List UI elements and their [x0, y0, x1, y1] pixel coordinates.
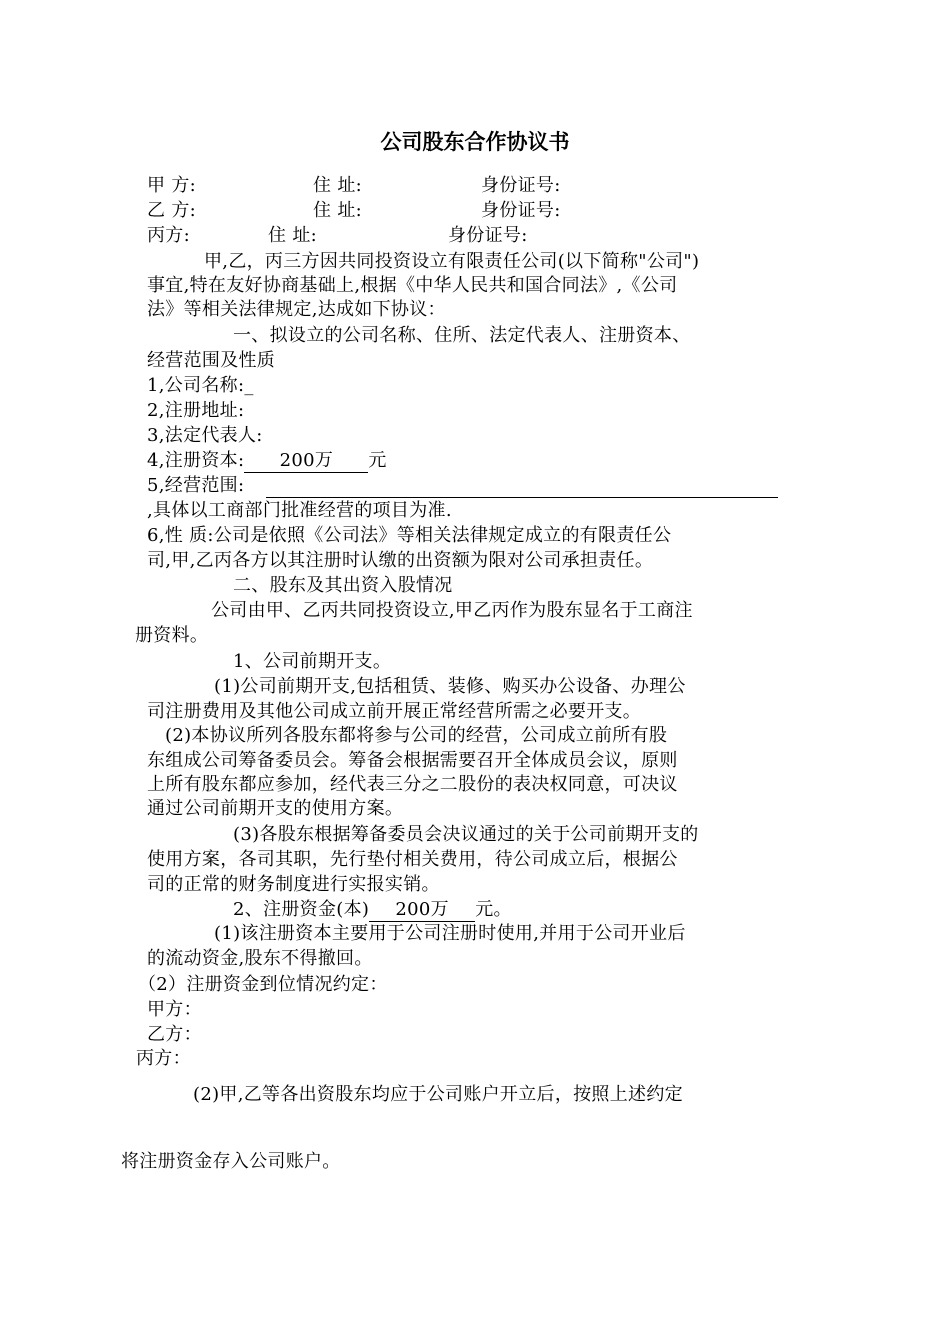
clause-3-line-3: 司的正常的财务制度进行实报实销。: [147, 874, 440, 895]
registered-funds-unit: 元。: [475, 899, 512, 920]
clause-2-line-2: 东组成公司筹备委员会。筹备会根据需要召开全体成员会议，原则: [147, 750, 678, 771]
item-registered-capital: [147, 449, 387, 473]
party-yi-address-label: 住 址:: [313, 200, 362, 221]
intro-line-3: 法》等相关法律规定,达成如下协议：: [147, 299, 446, 320]
registered-capital-label: 4,注册资本:: [147, 450, 245, 471]
party-jia-id-label: 身份证号:: [481, 175, 561, 196]
registered-capital-unit: 元: [368, 450, 387, 471]
clause-2-line-1: (2)本协议所列各股东都将参与公司的经营，公司成立前所有股: [165, 725, 668, 746]
clause-3-line-1: (3)各股东根据筹备委员会决议通过的关于公司前期开支的: [233, 824, 699, 845]
subsection-registered-funds: [233, 898, 512, 922]
clause-1-line-2: 司注册费用及其他公司成立前开展正常经营所需之必要开支。: [147, 701, 642, 722]
intro-line-2: 事宜,特在友好协商基础上,根据《中华人民共和国合同法》,《公司: [147, 275, 678, 296]
party-jia-address-label: 住 址:: [313, 175, 362, 196]
item-company-name: 1,公司名称:_: [147, 375, 254, 396]
business-scope-label: 5,经营范围:: [147, 475, 245, 496]
section1-heading: 一、拟设立的公司名称、住所、法定代表人、注册资本、: [233, 325, 691, 346]
section1-heading-cont: 经营范围及性质: [147, 350, 276, 371]
funds-clause-3-end: 将注册资金存入公司账户。: [121, 1151, 341, 1172]
document-title: 公司股东合作协议书: [380, 130, 570, 154]
clause-3-line-2: 使用方案，各司其职，先行垫付相关费用，待公司成立后，根据公: [147, 849, 678, 870]
business-scope-note: ,具体以工商部门批准经营的项目为准.: [147, 500, 452, 521]
party-bing-id-label: 身份证号:: [448, 225, 528, 246]
party-yi-id-label: 身份证号:: [481, 200, 561, 221]
section2-para-line-2: 册资料。: [135, 625, 209, 646]
section2-para-line-1: 公司由甲、乙丙共同投资设立,甲乙丙作为股东显名于工商注: [211, 600, 693, 621]
item-registered-address: 2,注册地址:: [147, 400, 245, 421]
party-bing-address-label: 住 址:: [268, 225, 317, 246]
funds-clause-3: (2)甲,乙等各出资股东均应于公司账户开立后，按照上述约定: [193, 1084, 683, 1105]
item-legal-representative: 3,法定代表人:: [147, 425, 263, 446]
party-yi-label: 乙 方:: [147, 200, 196, 221]
clause-1-line-1: (1)公司前期开支,包括租赁、装修、购买办公设备、办理公: [214, 676, 686, 697]
clause-2-line-3: 上所有股东都应参加，经代表三分之二股份的表决权同意，可决议: [147, 774, 678, 795]
business-scope-blank: [266, 481, 778, 498]
funds-clause-1-line-2: 的流动资金,股东不得撤回。: [147, 948, 373, 969]
intro-line-1: 甲,乙，丙三方因共同投资设立有限责任公司(以下简称"公司"): [204, 251, 700, 272]
clause-2-line-4: 通过公司前期开支的使用方案。: [147, 798, 404, 819]
party-jia-label: 甲 方:: [147, 175, 196, 196]
subsection-preliminary-expenses: 1、公司前期开支。: [233, 651, 392, 672]
section2-heading: 二、股东及其出资入股情况: [233, 575, 453, 596]
funds-party-bing: 丙方：: [136, 1048, 191, 1069]
registered-funds-value: 200万: [369, 899, 475, 922]
registered-capital-value: 200万: [244, 450, 368, 473]
registered-funds-label: 2、注册资金(本): [233, 899, 370, 920]
funds-party-jia: 甲方：: [147, 999, 202, 1020]
party-bing-label: 丙方:: [147, 225, 190, 246]
item-nature-line-1: 6,性 质:公司是依照《公司法》等相关法律规定成立的有限责任公: [147, 525, 672, 546]
funds-clause-1-line-1: (1)该注册资本主要用于公司注册时使用,并用于公司开业后: [214, 923, 686, 944]
funds-clause-2-heading: （2）注册资金到位情况约定：: [138, 974, 388, 995]
funds-party-yi: 乙方：: [147, 1024, 202, 1045]
item-nature-line-2: 司,甲,乙丙各方以其注册时认缴的出资额为限对公司承担责任。: [147, 550, 654, 571]
item-business-scope: [147, 474, 778, 498]
